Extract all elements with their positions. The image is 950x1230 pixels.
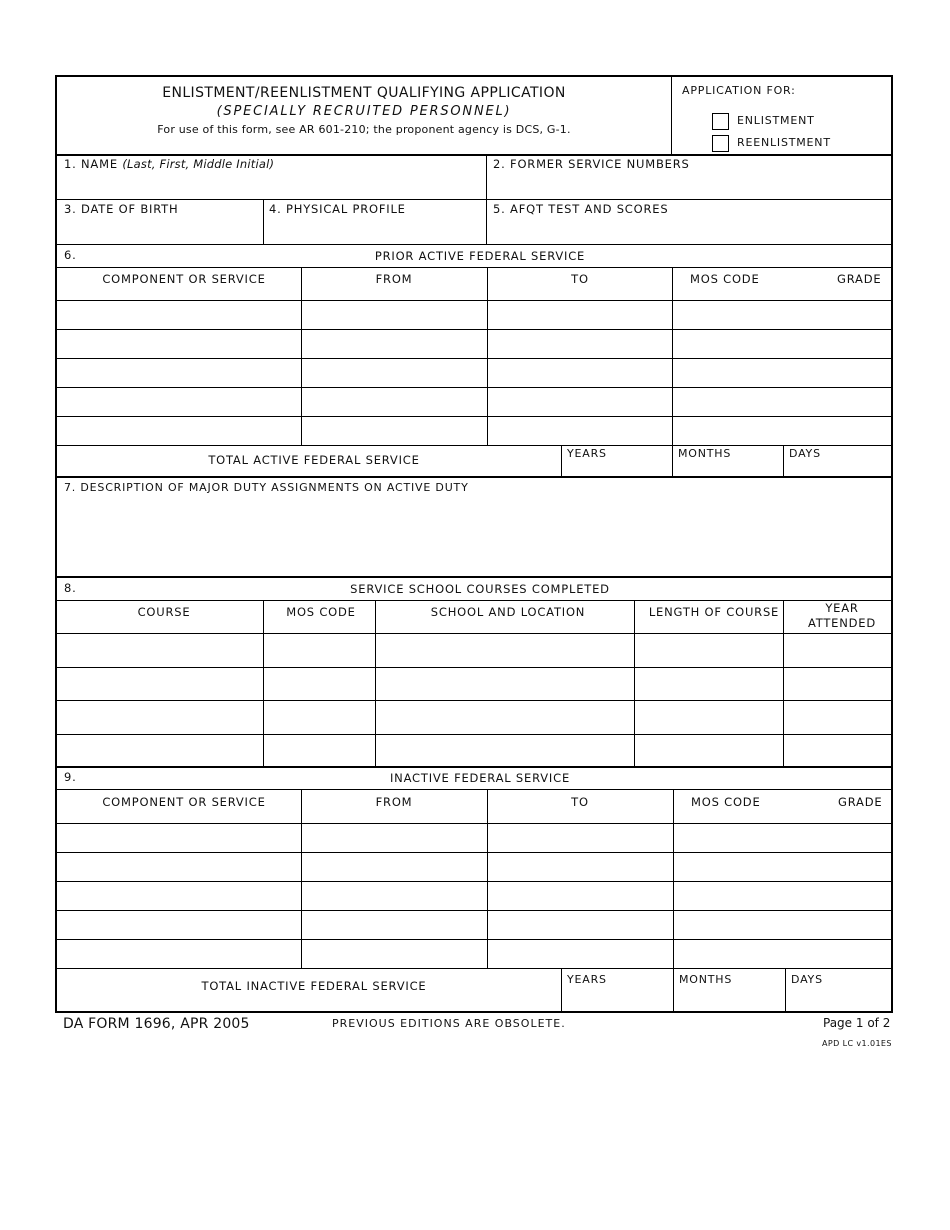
- total-active-months-field[interactable]: [673, 460, 782, 476]
- divider: [57, 968, 891, 969]
- version-code: APD LC v1.01ES: [822, 1039, 892, 1048]
- page-number: Page 1 of 2: [823, 1016, 891, 1030]
- s8-col-year: YEAR: [825, 601, 859, 615]
- divider: [57, 267, 891, 268]
- s9-col-to: TO: [571, 795, 589, 809]
- total-inactive-months: MONTHS: [679, 973, 733, 986]
- s6-col-from: FROM: [375, 272, 413, 286]
- s8-row[interactable]: [57, 668, 891, 700]
- total-active-label: TOTAL ACTIVE FEDERAL SERVICE: [208, 453, 420, 467]
- s8-col-length: LENGTH OF COURSE: [648, 605, 780, 619]
- editions-note: PREVIOUS EDITIONS ARE OBSOLETE.: [332, 1017, 566, 1030]
- divider: [57, 476, 891, 478]
- form-title: ENLISTMENT/REENLISTMENT QUALIFYING APPLICATION: [162, 85, 566, 101]
- afqt-label: 5. AFQT TEST AND SCORES: [493, 202, 669, 216]
- s6-row[interactable]: [57, 359, 891, 387]
- s6-col-grade: GRADE: [837, 272, 882, 286]
- divider: [57, 789, 891, 790]
- s6-col-to: TO: [571, 272, 589, 286]
- s6-row[interactable]: [57, 417, 891, 445]
- s8-row[interactable]: [57, 634, 891, 667]
- divider: [57, 244, 891, 245]
- s6-row[interactable]: [57, 301, 891, 329]
- total-active-years-field[interactable]: [562, 460, 671, 476]
- total-active-years: YEARS: [567, 447, 607, 460]
- divider: [486, 156, 487, 244]
- s9-row[interactable]: [57, 911, 891, 939]
- s6-row[interactable]: [57, 330, 891, 358]
- total-inactive-label: TOTAL INACTIVE FEDERAL SERVICE: [201, 979, 427, 993]
- date-of-birth-field[interactable]: [58, 200, 262, 244]
- afqt-field[interactable]: [488, 200, 890, 244]
- s6-row[interactable]: [57, 388, 891, 416]
- total-inactive-days-field[interactable]: [786, 988, 890, 1010]
- name-field[interactable]: [58, 156, 485, 199]
- total-inactive-months-field[interactable]: [674, 988, 784, 1010]
- s9-col-component: COMPONENT OR SERVICE: [102, 795, 266, 809]
- total-active-days-field[interactable]: [784, 460, 890, 476]
- divider: [57, 600, 891, 601]
- duty-assignments-field[interactable]: [57, 495, 891, 576]
- s9-row[interactable]: [57, 853, 891, 881]
- reenlistment-label: REENLISTMENT: [737, 136, 831, 149]
- total-inactive-years: YEARS: [567, 973, 607, 986]
- usage-note: For use of this form, see AR 601-210; the proponent agency is DCS, G-1.: [157, 123, 571, 136]
- s9-col-mos: MOS CODE: [691, 795, 761, 809]
- section8-number: 8.: [64, 581, 77, 595]
- s8-row[interactable]: [57, 735, 891, 766]
- former-service-numbers-label: 2. FORMER SERVICE NUMBERS: [493, 157, 690, 171]
- reenlistment-checkbox[interactable]: [712, 135, 729, 152]
- s8-col-attended: ATTENDED: [807, 616, 877, 630]
- total-active-months: MONTHS: [678, 447, 732, 460]
- s8-col-course: COURSE: [137, 605, 191, 619]
- former-service-numbers-field[interactable]: [488, 156, 890, 199]
- form-frame: [55, 75, 893, 1013]
- s9-row[interactable]: [57, 882, 891, 910]
- section9-title: INACTIVE FEDERAL SERVICE: [389, 771, 571, 785]
- form-id: DA FORM 1696, APR 2005: [63, 1016, 250, 1032]
- s6-col-mos: MOS CODE: [690, 272, 760, 286]
- divider: [57, 766, 891, 768]
- enlistment-checkbox[interactable]: [712, 113, 729, 130]
- s8-col-school: SCHOOL AND LOCATION: [430, 605, 586, 619]
- divider: [57, 576, 891, 578]
- application-for-label: APPLICATION FOR:: [682, 84, 796, 97]
- s9-col-grade: GRADE: [838, 795, 883, 809]
- enlistment-label: ENLISTMENT: [737, 114, 815, 127]
- physical-profile-field[interactable]: [264, 200, 485, 244]
- divider: [57, 445, 891, 446]
- total-inactive-days: DAYS: [791, 973, 823, 986]
- total-active-days: DAYS: [789, 447, 821, 460]
- s8-row[interactable]: [57, 701, 891, 734]
- s9-col-from: FROM: [375, 795, 413, 809]
- section6-number: 6.: [64, 248, 77, 262]
- date-of-birth-label: 3. DATE OF BIRTH: [64, 202, 179, 216]
- section9-number: 9.: [64, 770, 77, 784]
- total-inactive-years-field[interactable]: [562, 988, 672, 1010]
- s9-row[interactable]: [57, 940, 891, 968]
- s9-row[interactable]: [57, 824, 891, 852]
- header-divider: [671, 77, 672, 155]
- name-label: 1. NAME (Last, First, Middle Initial): [64, 157, 275, 171]
- s6-col-component: COMPONENT OR SERVICE: [102, 272, 266, 286]
- physical-profile-label: 4. PHYSICAL PROFILE: [269, 202, 406, 216]
- s8-col-mos: MOS CODE: [286, 605, 356, 619]
- section6-title: PRIOR ACTIVE FEDERAL SERVICE: [374, 249, 586, 263]
- section8-title: SERVICE SCHOOL COURSES COMPLETED: [350, 582, 610, 596]
- section7-label: 7. DESCRIPTION OF MAJOR DUTY ASSIGNMENTS ON ACTIVE DUTY: [64, 481, 469, 494]
- form-subtitle: (SPECIALLY RECRUITED PERSONNEL): [216, 104, 512, 119]
